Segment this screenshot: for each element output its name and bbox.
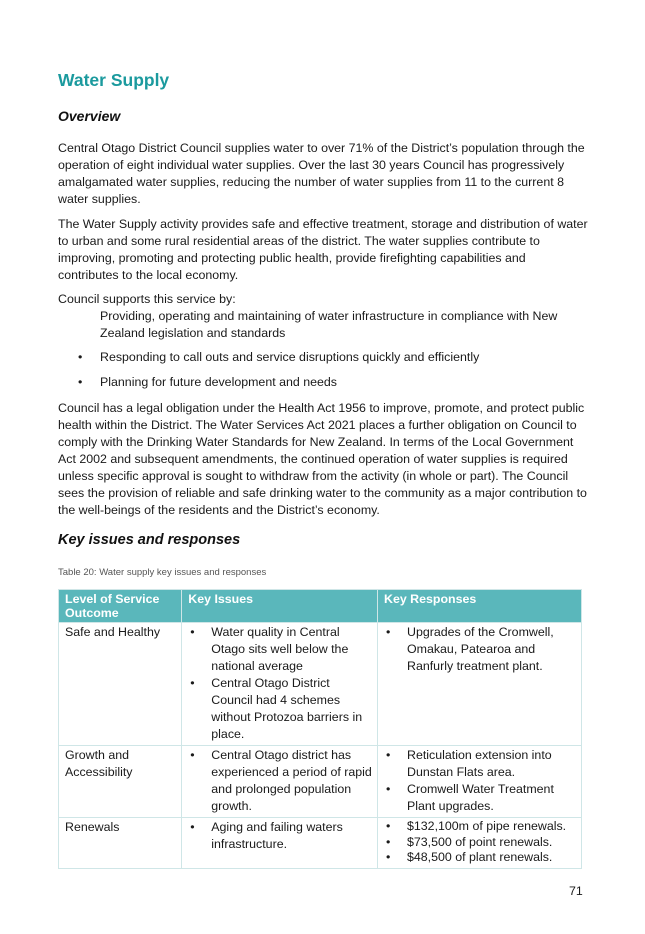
responses-cell	[378, 746, 582, 818]
response-item: • Cromwell Water Treatment Plant upgrades.	[384, 781, 577, 815]
support-bullet-text: Planning for future development and needs	[100, 375, 337, 389]
issues-cell	[182, 818, 378, 869]
supports-intro: Council supports this service by:	[58, 292, 236, 306]
support-bullet-text: Responding to call outs and service disruptions quickly and efficiently	[100, 350, 480, 364]
issue-item: • Central Otago District Council had 4 schemes without Protozoa barriers in place.	[188, 675, 373, 743]
support-item-first: Providing, operating and maintaining of water infrastructure in compliance with New Zealand legislation and standards	[100, 309, 558, 340]
issues-cell	[182, 746, 378, 818]
table-row	[59, 623, 582, 746]
key-issues-heading: Key issues and responses	[58, 532, 241, 548]
column-header-issues: Key Issues	[182, 590, 378, 623]
issue-item: • Water quality in Central Otago sits well below the national average	[188, 624, 373, 675]
table-header-row	[59, 590, 582, 623]
table-caption: Table 20: Water supply key issues and responses	[58, 567, 267, 578]
table-row	[59, 818, 582, 869]
overview-heading: Overview	[58, 108, 121, 124]
response-item: • $48,500 of plant renewals.	[384, 850, 577, 866]
issues-cell	[182, 623, 378, 746]
issue-item: • Central Otago district has experienced a period of rapid and prolonged population growth.	[188, 747, 373, 815]
table-row	[59, 746, 582, 818]
column-header-outcome: Level of Service Outcome	[59, 590, 182, 623]
key-issues-table	[58, 589, 582, 869]
response-item: • $132,100m of pipe renewals.	[384, 819, 577, 835]
responses-cell	[378, 623, 582, 746]
page-number: 71	[569, 884, 583, 898]
overview-paragraph-1: Central Otago District Council supplies water to over 71% of the District’s population through the operation of eight individual water supplies. Over the last 30 years Council has progressively amalgamated water supplies, reducing the number of water supplies from 11 to the current 8 water supplies.	[58, 141, 585, 206]
outcome-cell: Renewals	[59, 818, 182, 869]
column-header-responses: Key Responses	[378, 590, 582, 623]
outcome-cell: Safe and Healthy	[59, 623, 182, 746]
bullet-icon: •	[78, 350, 83, 364]
overview-paragraph-4: Council has a legal obligation under the Health Act 1956 to improve, promote, and protect public health within the District. The Water Services Act 2021 places a further obligation on Council to comply with the Drinking Water Standards for New Zealand. In terms of the Local Government Act 2002 and subsequent amendments, the continued operation of water supplies is required unless specific approval is sought to withdraw from the activity (in whole or part). The Council sees the provision of reliable and safe drinking water to the community as a major contribution to the well-beings of the residents and the District’s economy.	[58, 401, 587, 517]
responses-cell	[378, 818, 582, 869]
response-item: • $73,500 of point renewals.	[384, 835, 577, 851]
page-title: Water Supply	[58, 70, 170, 90]
response-item: • Upgrades of the Cromwell, Omakau, Patearoa and Ranfurly treatment plant.	[384, 624, 577, 675]
overview-paragraph-2: The Water Supply activity provides safe and effective treatment, storage and distribution of water to urban and some rural residential areas of the district. The water supplies contribute to improving, promoting and protecting public health, provide firefighting capabilities and contributes to the local economy.	[58, 217, 588, 282]
outcome-cell: Growth and Accessibility	[59, 746, 182, 818]
bullet-icon: •	[78, 375, 83, 389]
response-item: • Reticulation extension into Dunstan Flats area.	[384, 747, 577, 781]
issue-item: • Aging and failing waters infrastructure.	[188, 819, 373, 853]
